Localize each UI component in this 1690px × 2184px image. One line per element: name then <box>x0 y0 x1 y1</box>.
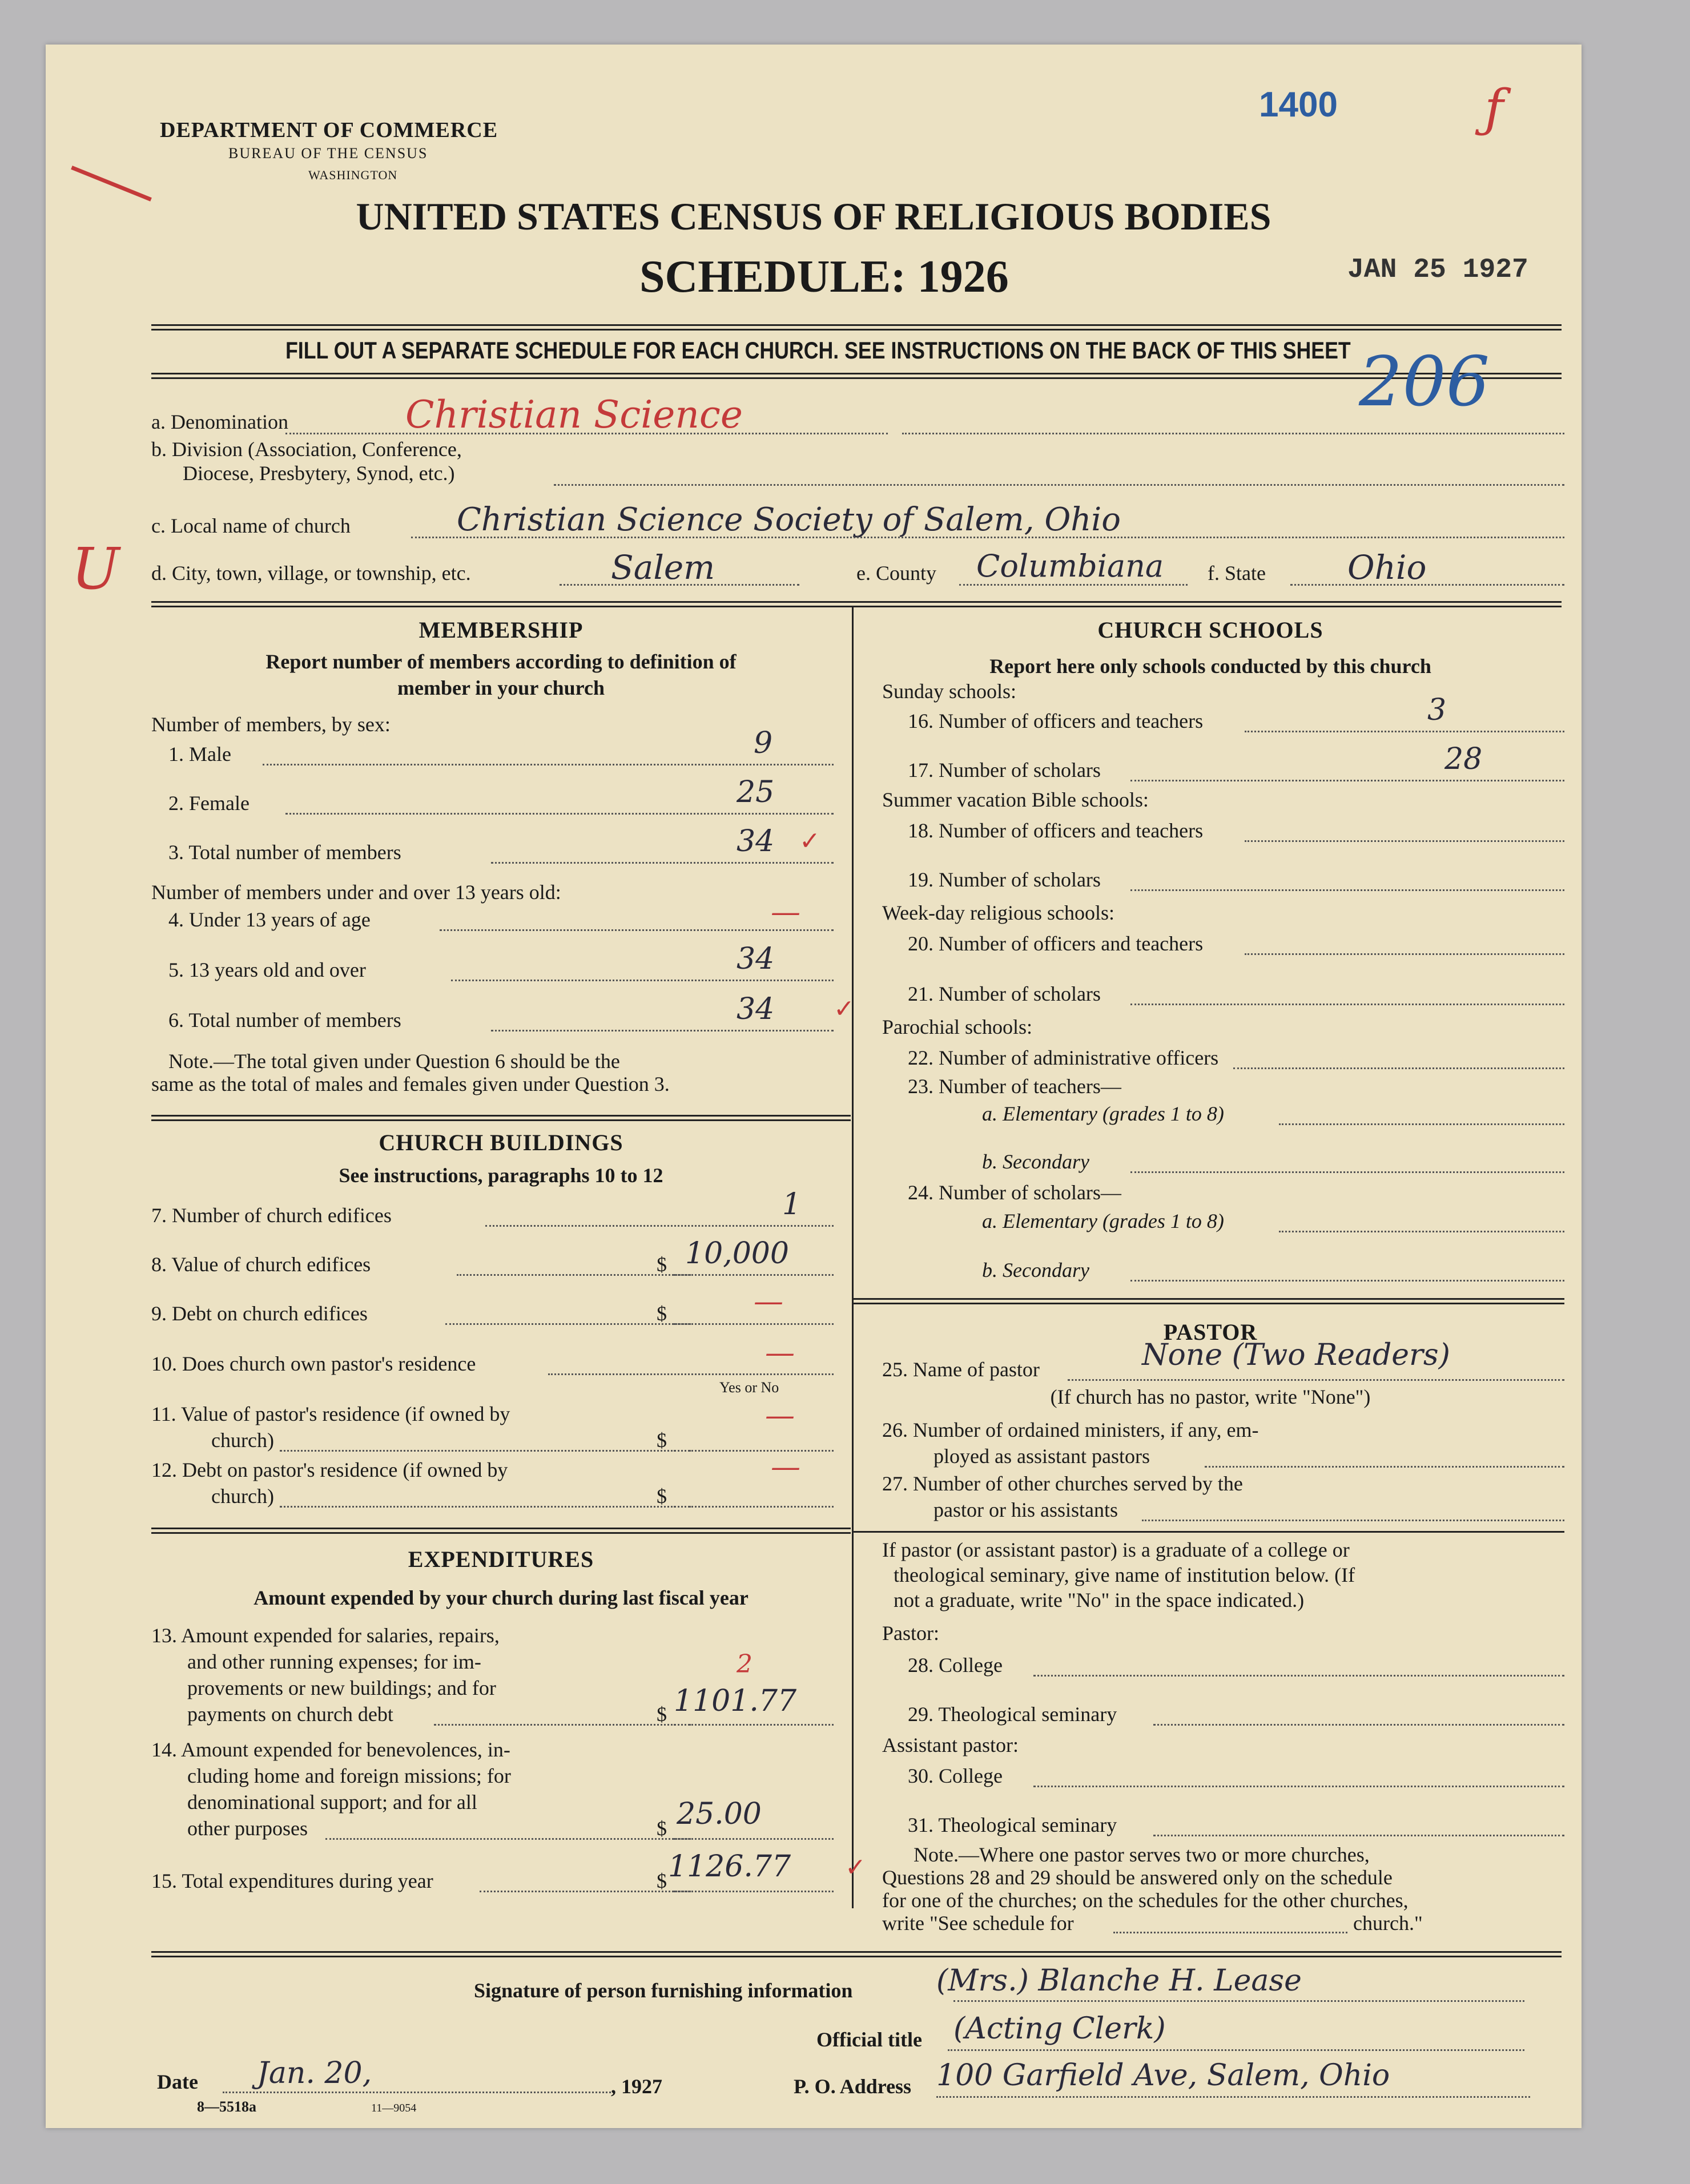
form-title: UNITED STATES CENSUS OF RELIGIOUS BODIES <box>356 195 1271 238</box>
q24a-label: a. Elementary (grades 1 to 8) <box>982 1210 1224 1232</box>
weekday-schools-label: Week-day religious schools: <box>882 901 1115 924</box>
expenditures-heading: EXPENDITURES <box>408 1546 594 1572</box>
q12-dollar-sign: $ <box>657 1485 667 1508</box>
pastor-heading: PASTOR <box>1163 1319 1258 1345</box>
yes-or-no-hint: Yes or No <box>719 1379 779 1396</box>
q8-dollar-sign: $ <box>657 1253 667 1276</box>
local-name-value: Christian Science Society of Salem, Ohio <box>457 501 1121 538</box>
pastor-subheading: Pastor: <box>882 1622 940 1645</box>
date-value: Jan. 20, <box>257 2056 372 2090</box>
q17-sunday-scholars: 28 <box>1444 742 1483 776</box>
official-title-value: (Acting Clerk) <box>953 2012 1166 2046</box>
membership-note-2: same as the total of males and females given under Question 3. <box>151 1073 670 1095</box>
q9-edifice-debt: — <box>754 1284 783 1319</box>
q5-13-and-over-count: 34 <box>737 942 775 976</box>
assistant-pastor-subheading: Assistant pastor: <box>882 1734 1019 1756</box>
members-by-sex-label: Number of members, by sex: <box>151 713 391 736</box>
q9-label: 9. Debt on church edifices <box>151 1302 368 1325</box>
q14-dollar-sign: $ <box>657 1817 667 1840</box>
q3-label: 3. Total number of members <box>168 841 401 864</box>
city-label: d. City, town, village, or township, etc. <box>151 562 471 585</box>
q31-label: 31. Theological seminary <box>908 1814 1117 1836</box>
division-label-line1: b. Division (Association, Conference, <box>151 438 462 461</box>
form-number: 1400 <box>1259 85 1338 124</box>
q20-label: 20. Number of officers and teachers <box>908 932 1204 955</box>
q16-label: 16. Number of officers and teachers <box>908 710 1204 732</box>
q4-label: 4. Under 13 years of age <box>168 908 371 931</box>
q23a-label: a. Elementary (grades 1 to 8) <box>982 1102 1224 1125</box>
county-value: Columbiana <box>976 548 1164 584</box>
age-groups-label: Number of members under and over 13 years old: <box>151 881 561 904</box>
q14-label-line4: other purposes <box>187 1817 308 1840</box>
q25-label: 25. Name of pastor <box>882 1358 1040 1381</box>
q13-label-line4: payments on church debt <box>187 1703 393 1726</box>
red-check-mark: ƒ <box>1484 79 1504 139</box>
sunday-schools-label: Sunday schools: <box>882 680 1017 703</box>
q12-residence-debt: — <box>771 1450 800 1484</box>
print-code: 11—9054 <box>371 2102 417 2114</box>
pastor-note-4-end: church." <box>1353 1912 1423 1935</box>
q15-dollar-sign: $ <box>657 1869 667 1892</box>
buildings-heading: CHURCH BUILDINGS <box>379 1130 623 1155</box>
signature-value: (Mrs.) Blanche H. Lease <box>936 1964 1302 1998</box>
po-address-value: 100 Garfield Ave, Salem, Ohio <box>936 2058 1390 2093</box>
q27-label-line1: 27. Number of other churches served by the <box>882 1472 1243 1495</box>
membership-heading: MEMBERSHIP <box>419 617 584 643</box>
q2-female-count: 25 <box>737 775 775 809</box>
bureau-name: BUREAU OF THE CENSUS <box>228 145 428 162</box>
q27-label-line2: pastor or his assistants <box>933 1498 1118 1521</box>
q11-residence-value: — <box>765 1399 795 1433</box>
schedule-year: SCHEDULE: 1926 <box>639 252 1009 302</box>
q24-label: 24. Number of scholars— <box>908 1181 1121 1204</box>
q1-label: 1. Male <box>168 743 231 765</box>
q7-label: 7. Number of church edifices <box>151 1204 392 1227</box>
year-label: , 1927 <box>611 2075 662 2098</box>
denomination-value: Christian Science <box>405 393 743 437</box>
po-address-label: P. O. Address <box>794 2075 912 2098</box>
division-label-line2: Diocese, Presbytery, Synod, etc.) <box>183 462 455 485</box>
q11-label-line2: church) <box>211 1429 274 1452</box>
q11-label-line1: 11. Value of pastor's residence (if owned by <box>151 1403 510 1425</box>
graduate-instruction-3: not a graduate, write "No" in the space indicated.) <box>894 1589 1305 1611</box>
pastor-note-2: Questions 28 and 29 should be answered only on the schedule <box>882 1866 1393 1889</box>
q14-label-line3: denominational support; and for all <box>187 1791 477 1814</box>
q16-sunday-officers: 3 <box>1427 693 1447 727</box>
q4-under-13-count: — <box>771 895 800 929</box>
q3-total-count: 34 <box>737 824 775 859</box>
margin-mark: U <box>71 535 120 602</box>
graduate-instruction-2: theological seminary, give name of institution below. (If <box>894 1564 1355 1586</box>
q6-label: 6. Total number of members <box>168 1009 401 1031</box>
q5-label: 5. 13 years old and over <box>168 958 366 981</box>
q14-label-line2: cluding home and foreign missions; for <box>187 1764 511 1787</box>
red-tick: ✓ <box>799 827 820 856</box>
schools-subheading: Report here only schools conducted by this church <box>989 655 1431 678</box>
q19-label: 19. Number of scholars <box>908 868 1101 891</box>
q29-label: 29. Theological seminary <box>908 1703 1117 1726</box>
q9-dollar-sign: $ <box>657 1302 667 1325</box>
city-value: Salem <box>611 548 715 587</box>
q2-label: 2. Female <box>168 792 250 815</box>
received-date-stamp: JAN 25 1927 <box>1347 255 1528 285</box>
q23-label: 23. Number of teachers— <box>908 1075 1121 1098</box>
q26-label-line2: ployed as assistant pastors <box>933 1445 1150 1468</box>
q28-label: 28. College <box>908 1654 1003 1677</box>
q25-note: (If church has no pastor, write "None") <box>1050 1385 1371 1408</box>
q25-pastor-name: None (Two Readers) <box>1142 1338 1450 1372</box>
official-title-label: Official title <box>816 2028 922 2051</box>
membership-subheading-1: Report number of members according to definition of <box>265 650 737 673</box>
q13-label-line3: provements or new buildings; and for <box>187 1677 496 1699</box>
pastor-note-3: for one of the churches; on the schedules for the other churches, <box>882 1889 1409 1912</box>
state-value: Ohio <box>1347 548 1427 587</box>
code-number: 206 <box>1359 342 1490 422</box>
q10-owns-residence: — <box>765 1336 795 1370</box>
department-name: DEPARTMENT OF COMMERCE <box>160 118 498 142</box>
q7-edifice-count: 1 <box>782 1187 802 1222</box>
membership-subheading-2: member in your church <box>397 676 605 699</box>
denomination-label: a. Denomination <box>151 410 288 433</box>
buildings-subheading: See instructions, paragraphs 10 to 12 <box>339 1164 663 1187</box>
q22-label: 22. Number of administrative officers <box>908 1046 1219 1069</box>
parochial-schools-label: Parochial schools: <box>882 1016 1032 1038</box>
county-label: e. County <box>856 562 936 585</box>
q15-label: 15. Total expenditures during year <box>151 1869 433 1892</box>
separate-schedule-instruction: FILL OUT A SEPARATE SCHEDULE FOR EACH CHURCH. SEE INSTRUCTIONS ON THE BACK OF THIS SHEET <box>285 337 1351 364</box>
q15-total-expenditures: 1126.77 <box>668 1849 791 1884</box>
signature-label: Signature of person furnishing information <box>474 1979 853 2002</box>
q12-label-line2: church) <box>211 1485 274 1508</box>
pastor-note-1: Note.—Where one pastor serves two or more churches, <box>914 1843 1370 1866</box>
q13-running-expenses: 1101.77 <box>674 1684 797 1718</box>
red-correction-digit: 2 <box>737 1650 753 1679</box>
schools-heading: CHURCH SCHOOLS <box>1097 617 1323 643</box>
red-tick: ✓ <box>845 1853 866 1882</box>
city-name: WASHINGTON <box>308 168 398 182</box>
q8-label: 8. Value of church edifices <box>151 1253 371 1276</box>
q17-label: 17. Number of scholars <box>908 759 1101 781</box>
q13-label-line1: 13. Amount expended for salaries, repairs, <box>151 1624 500 1647</box>
expenditures-subheading: Amount expended by your church during last fiscal year <box>254 1586 749 1609</box>
q8-edifice-value: 10,000 <box>685 1236 789 1271</box>
q10-label: 10. Does church own pastor's residence <box>151 1352 476 1375</box>
q13-dollar-sign: $ <box>657 1703 667 1726</box>
q23b-label: b. Secondary <box>982 1150 1089 1173</box>
q13-label-line2: and other running expenses; for im- <box>187 1650 481 1673</box>
local-name-label: c. Local name of church <box>151 514 351 537</box>
q30-label: 30. College <box>908 1764 1003 1787</box>
red-tick: ✓ <box>834 994 855 1024</box>
q12-label-line1: 12. Debt on pastor's residence (if owned by <box>151 1458 508 1481</box>
q14-benevolences: 25.00 <box>677 1797 762 1831</box>
membership-note-1: Note.—The total given under Question 6 should be the <box>168 1050 620 1073</box>
form-code: 8—5518a <box>197 2098 256 2115</box>
q21-label: 21. Number of scholars <box>908 982 1101 1005</box>
date-label: Date <box>157 2070 198 2093</box>
census-form-sheet <box>46 45 1582 2128</box>
graduate-instruction-1: If pastor (or assistant pastor) is a graduate of a college or <box>882 1538 1350 1561</box>
pastor-note-4: write "See schedule for <box>882 1912 1074 1935</box>
state-label: f. State <box>1208 562 1266 585</box>
q6-total-count: 34 <box>737 992 775 1026</box>
q11-dollar-sign: $ <box>657 1429 667 1452</box>
q26-label-line1: 26. Number of ordained ministers, if any, em- <box>882 1419 1259 1441</box>
q1-male-count: 9 <box>754 726 773 760</box>
q14-label-line1: 14. Amount expended for benevolences, in- <box>151 1738 510 1761</box>
q18-label: 18. Number of officers and teachers <box>908 819 1204 842</box>
q24b-label: b. Secondary <box>982 1259 1089 1282</box>
summer-schools-label: Summer vacation Bible schools: <box>882 788 1149 811</box>
